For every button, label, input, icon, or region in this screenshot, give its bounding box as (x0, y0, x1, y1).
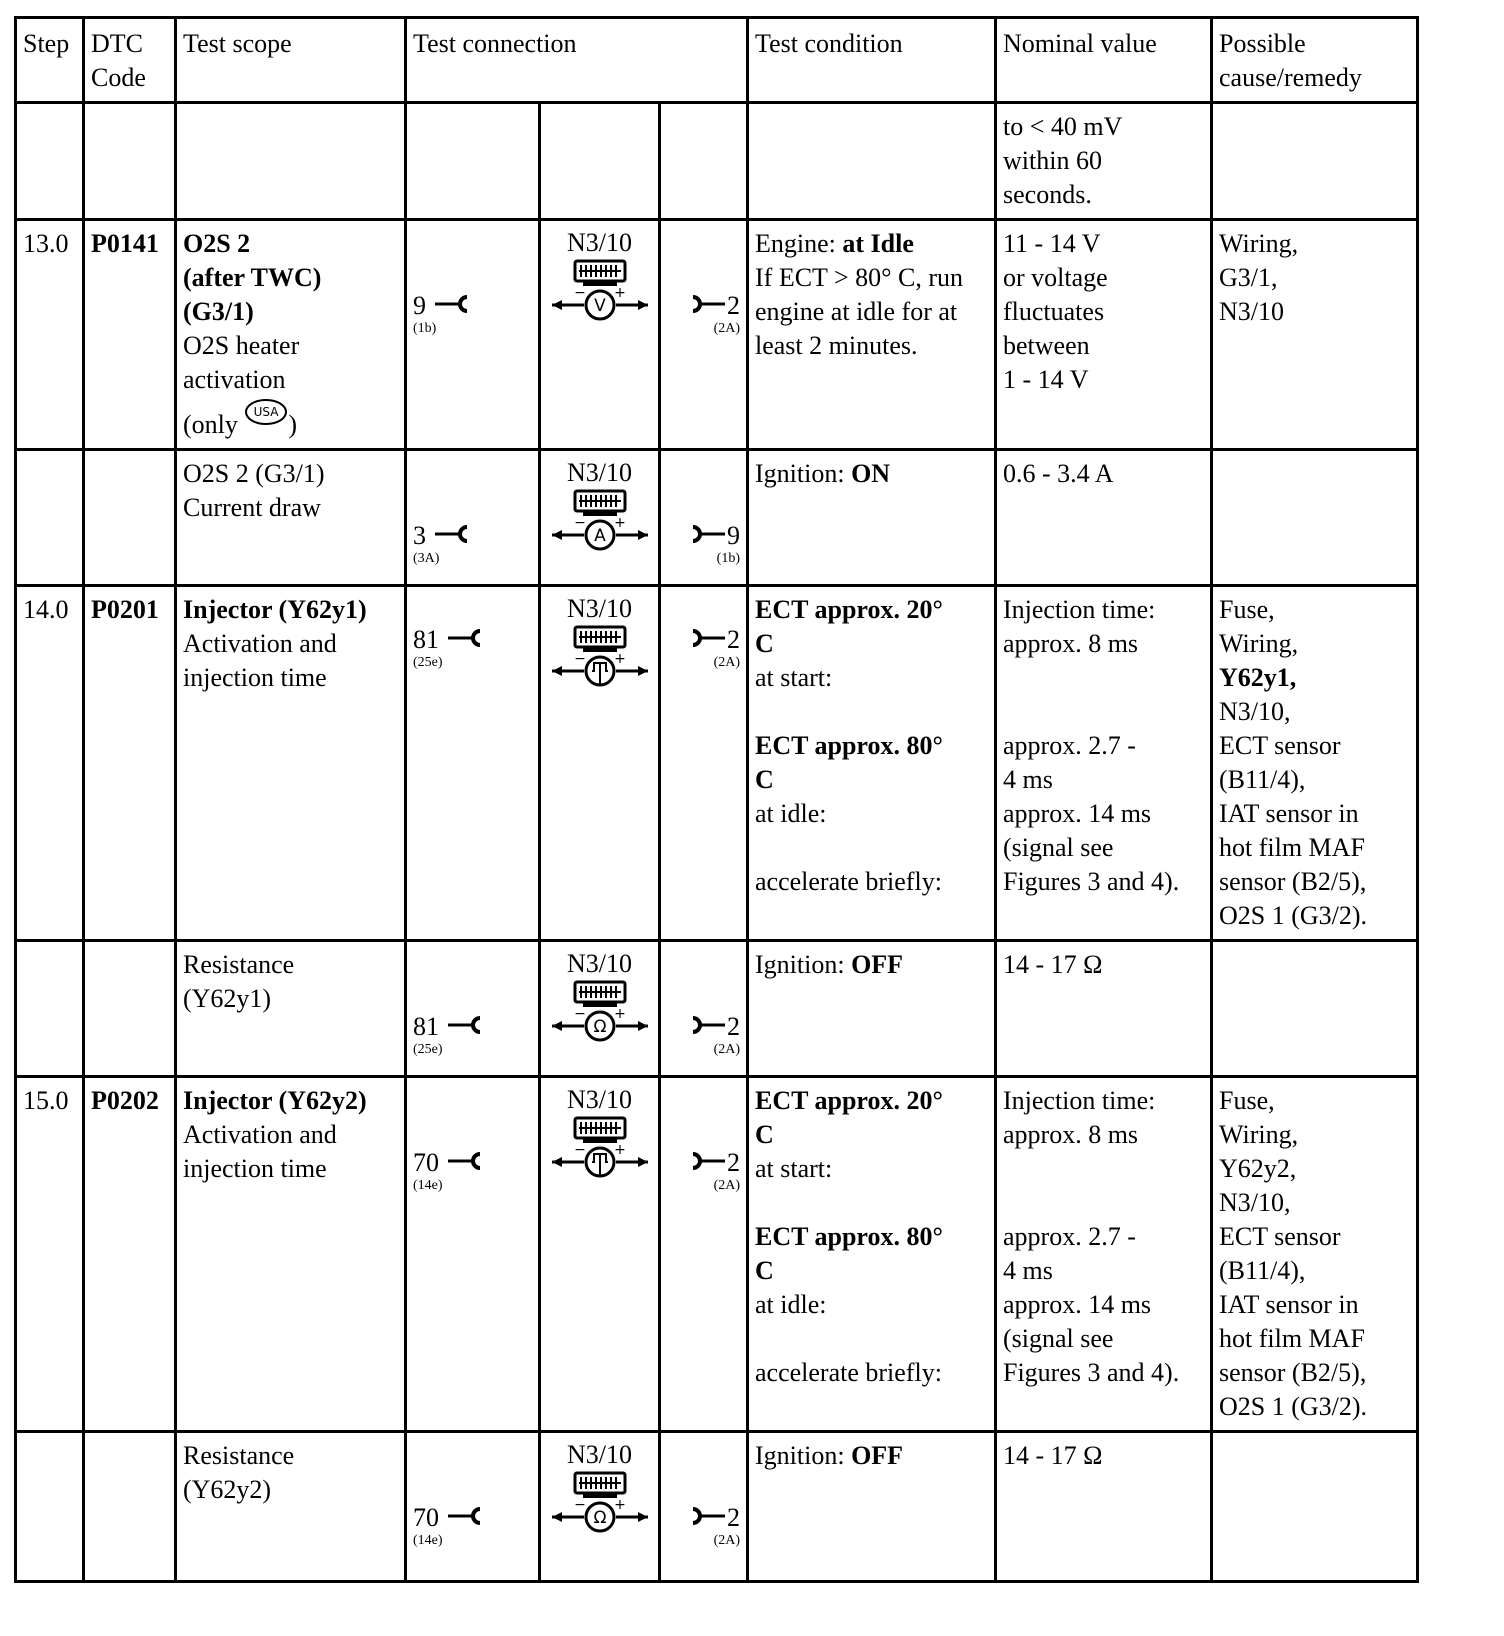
tester-device-icon (573, 625, 627, 653)
test-condition-cell: Ignition: OFF (748, 941, 996, 1077)
svg-text:V: V (593, 296, 606, 316)
table-row-step-13 (16, 220, 1418, 450)
svg-text:USA: USA (253, 405, 279, 419)
dtc-cell: P0141 (84, 220, 176, 450)
svg-text:−: − (573, 1008, 586, 1022)
pin1-cell: 9 (1b) (406, 220, 540, 450)
header-row (16, 18, 1418, 103)
pin2-cell: 2 (2A) (660, 1077, 748, 1432)
tester-device-icon (573, 1116, 627, 1144)
meter-cell: N3/10 − + (540, 586, 660, 941)
svg-text:−: − (573, 1499, 586, 1513)
table-row-step-14 (16, 586, 1418, 941)
socket-connector-icon (687, 524, 727, 544)
meter-cell: N3/10 − + (540, 1077, 660, 1432)
voltmeter-icon (548, 287, 652, 321)
nominal-value-cell: 11 - 14 V or voltage fluctuates between 1 - 14 V (996, 220, 1212, 450)
dtc-cell: P0201 (84, 586, 176, 941)
tester-device-icon (573, 489, 627, 517)
table-row-current-draw (16, 450, 1418, 586)
table-row-resistance-y62y2 (16, 1432, 1418, 1582)
plug-connector-icon (433, 524, 473, 544)
tester-device-icon (573, 1471, 627, 1499)
svg-text:−: − (573, 517, 586, 531)
socket-connector-icon (687, 1015, 727, 1035)
pin2-cell: 2 (2A) (660, 586, 748, 941)
test-scope-cell: O2S 2 (G3/1) Current draw (176, 450, 406, 586)
pin1-cell: 81 (25e) (406, 586, 540, 941)
pin2-cell: 2 (2A) (660, 941, 748, 1077)
svg-text:+: + (613, 653, 626, 667)
dtc-cell: P0202 (84, 1077, 176, 1432)
meter-cell: N3/10 Ω − + (540, 1432, 660, 1582)
pin1-cell: 70 (14e) (406, 1077, 540, 1432)
pulse-meter-icon (548, 653, 652, 687)
pulse-meter-icon (548, 1144, 652, 1178)
table-row-step-15 (16, 1077, 1418, 1432)
test-scope-cell: Injector (Y62y2) Activation and injection time (176, 1077, 406, 1432)
header-test-condition: Test condition (748, 18, 996, 103)
plug-connector-icon (433, 294, 473, 314)
svg-text:+: + (613, 1144, 626, 1158)
step-cell: 15.0 (16, 1077, 84, 1432)
tester-device-icon (573, 259, 627, 287)
nominal-value-cell: 14 - 17 Ω (996, 1432, 1212, 1582)
table-row-resistance-y62y1 (16, 941, 1418, 1077)
nominal-value-cell: Injection time: approx. 8 ms approx. 2.7 - 4 ms approx. 14 ms (signal see Figures 3 and 4). (996, 1077, 1212, 1432)
possible-cause-cell: Wiring, G3/1, N3/10 (1212, 220, 1418, 450)
pin1-cell: 3 (3A) (406, 450, 540, 586)
socket-connector-icon (687, 1506, 727, 1526)
header-test-connection: Test connection (406, 18, 748, 103)
svg-text:−: − (573, 1144, 586, 1158)
test-scope-cell: Resistance (Y62y2) (176, 1432, 406, 1582)
test-condition-cell: ECT approx. 20° C at start: ECT approx. 80° C at idle: accelerate briefly: (748, 586, 996, 941)
svg-text:+: + (613, 1499, 626, 1513)
header-dtc-code: DTC Code (84, 18, 176, 103)
socket-connector-icon (687, 628, 727, 648)
nominal-value-cell: 0.6 - 3.4 A (996, 450, 1212, 586)
header-possible-cause: Possible cause/remedy (1212, 18, 1418, 103)
svg-text:−: − (573, 653, 586, 667)
plug-connector-icon (446, 1151, 486, 1171)
step-cell: 14.0 (16, 586, 84, 941)
possible-cause-cell: Fuse, Wiring, Y62y2, N3/10, ECT sensor (B11/4), IAT sensor in hot film MAF sensor (B2/5), O2S 1 (G3/2). (1212, 1077, 1418, 1432)
ammeter-icon (548, 517, 652, 551)
svg-text:Ω: Ω (593, 1017, 606, 1037)
continuation-row (16, 103, 1418, 220)
plug-connector-icon (446, 1506, 486, 1526)
test-condition-cell: Engine: at Idle If ECT > 80° C, run engine at idle for at least 2 minutes. (748, 220, 996, 450)
svg-text:+: + (613, 517, 626, 531)
plug-connector-icon (446, 1015, 486, 1035)
nominal-value-cell: Injection time: approx. 8 ms approx. 2.7 - 4 ms approx. 14 ms (signal see Figures 3 and 4). (996, 586, 1212, 941)
nominal-value-cell: 14 - 17 Ω (996, 941, 1212, 1077)
pin1-cell: 81 (25e) (406, 941, 540, 1077)
step-cell: 13.0 (16, 220, 84, 450)
tester-device-icon (573, 980, 627, 1008)
test-scope-cell: Injector (Y62y1) Activation and injection time (176, 586, 406, 941)
svg-text:A: A (593, 526, 606, 546)
socket-connector-icon (687, 1151, 727, 1171)
usa-badge-icon (244, 397, 288, 427)
test-scope-cell: O2S 2 (after TWC) (G3/1) O2S heater activation (only USA ) (176, 220, 406, 450)
meter-cell: N3/10 Ω − + (540, 941, 660, 1077)
svg-text:Ω: Ω (593, 1508, 606, 1528)
diagnostic-test-table-sheet (14, 16, 1419, 1583)
pin1-label: 9 (413, 291, 532, 321)
possible-cause-cell: Fuse, Wiring, Y62y1, N3/10, ECT sensor (B11/4), IAT sensor in hot film MAF sensor (B2/5), O2S 1 (G3/2). (1212, 586, 1418, 941)
meter-cell: N3/10 A − + (540, 450, 660, 586)
test-scope-cell: Resistance (Y62y1) (176, 941, 406, 1077)
test-condition-cell: Ignition: ON (748, 450, 996, 586)
header-nominal-value: Nominal value (996, 18, 1212, 103)
header-step: Step (16, 18, 84, 103)
header-test-scope: Test scope (176, 18, 406, 103)
ohmmeter-icon (548, 1008, 652, 1042)
pin2-cell: 2 (2A) (660, 1432, 748, 1582)
test-condition-cell: ECT approx. 20° C at start: ECT approx. 80° C at idle: accelerate briefly: (748, 1077, 996, 1432)
test-condition-cell: Ignition: OFF (748, 1432, 996, 1582)
plug-connector-icon (446, 628, 486, 648)
svg-text:+: + (613, 287, 626, 301)
ohmmeter-icon (548, 1499, 652, 1533)
diagnostic-test-table (14, 16, 1419, 1583)
pin2-cell: 2 (2A) (660, 220, 748, 450)
svg-text:+: + (613, 1008, 626, 1022)
svg-text:−: − (573, 287, 586, 301)
meter-cell: N3/10 V − + (540, 220, 660, 450)
nominal-value-cell: to < 40 mV within 60 seconds. (996, 103, 1212, 220)
socket-connector-icon (687, 294, 727, 314)
pin1-cell: 70 (14e) (406, 1432, 540, 1582)
pin2-cell: 9 (1b) (660, 450, 748, 586)
